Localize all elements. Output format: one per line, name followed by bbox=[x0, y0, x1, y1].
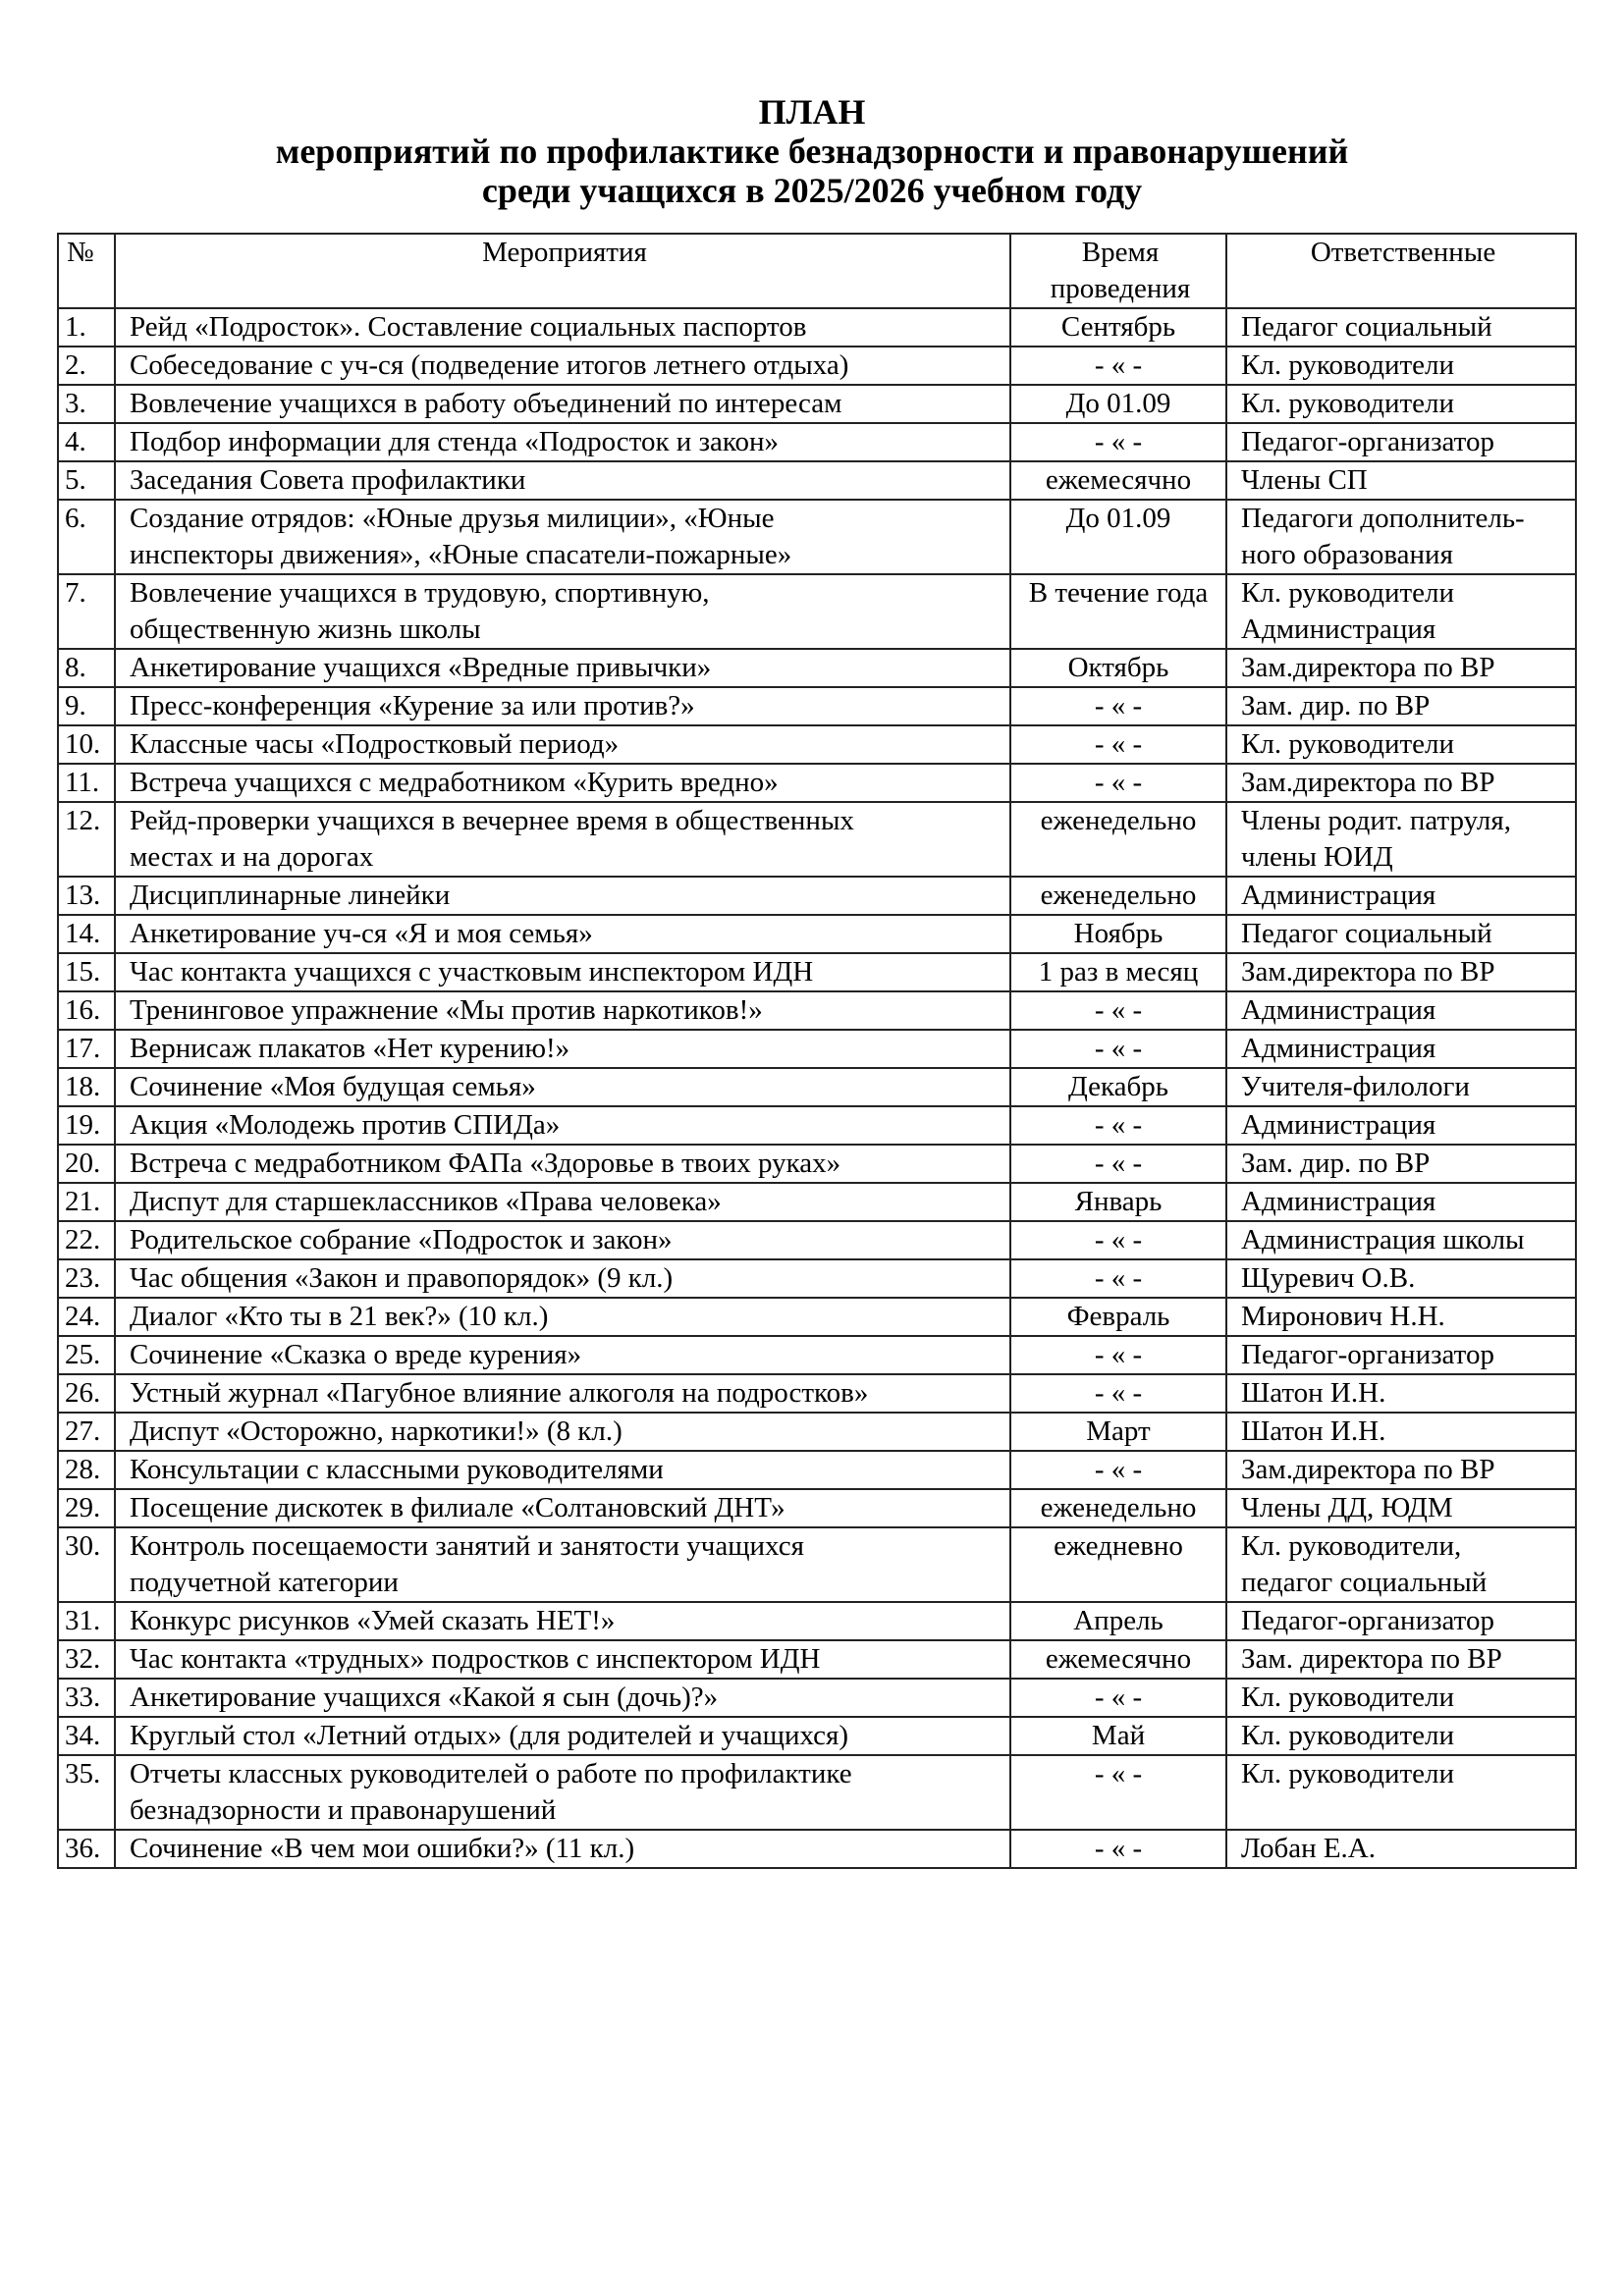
row-event: Конкурс рисунков «Умей сказать НЕТ!» bbox=[115, 1602, 1010, 1640]
table-row bbox=[58, 1527, 1576, 1602]
row-responsible: Кл. руководители Администрация bbox=[1226, 574, 1576, 649]
row-time: ежедневно bbox=[1010, 1527, 1226, 1602]
row-time: Сентябрь bbox=[1010, 308, 1226, 347]
row-event: Родительское собрание «Подросток и закон» bbox=[115, 1221, 1010, 1259]
row-time: - « - bbox=[1010, 1030, 1226, 1068]
row-responsible: Администрация bbox=[1226, 877, 1576, 915]
table-row bbox=[58, 1259, 1576, 1298]
table-row bbox=[58, 423, 1576, 461]
row-number: 32. bbox=[58, 1640, 115, 1679]
row-event: Встреча с медработником ФАПа «Здоровье в твоих руках» bbox=[115, 1145, 1010, 1183]
table-row bbox=[58, 877, 1576, 915]
row-number: 31. bbox=[58, 1602, 115, 1640]
row-number: 8. bbox=[58, 649, 115, 687]
row-number: 1. bbox=[58, 308, 115, 347]
row-responsible: Педагог-организатор bbox=[1226, 1602, 1576, 1640]
table-row bbox=[58, 347, 1576, 385]
row-number: 23. bbox=[58, 1259, 115, 1298]
row-time: ежемесячно bbox=[1010, 1640, 1226, 1679]
table-row bbox=[58, 1717, 1576, 1755]
table-row bbox=[58, 687, 1576, 725]
table-row bbox=[58, 1030, 1576, 1068]
row-responsible: Администрация bbox=[1226, 1106, 1576, 1145]
row-number: 4. bbox=[58, 423, 115, 461]
row-event: Сочинение «Моя будущая семья» bbox=[115, 1068, 1010, 1106]
row-time: До 01.09 bbox=[1010, 500, 1226, 574]
row-number: 14. bbox=[58, 915, 115, 953]
row-event: Анкетирование уч-ся «Я и моя семья» bbox=[115, 915, 1010, 953]
row-time: До 01.09 bbox=[1010, 385, 1226, 423]
row-event: Акция «Молодежь против СПИДа» bbox=[115, 1106, 1010, 1145]
row-event: Классные часы «Подростковый период» bbox=[115, 725, 1010, 764]
title-line-period: среди учащихся в 2025/2026 учебном году bbox=[481, 171, 1143, 210]
row-event: Вовлечение учащихся в трудовую, спортивную, общественную жизнь школы bbox=[115, 574, 1010, 649]
row-responsible: Щуревич О.В. bbox=[1226, 1259, 1576, 1298]
row-event: Подбор информации для стенда «Подросток и закон» bbox=[115, 423, 1010, 461]
row-responsible: Зам.директора по ВР bbox=[1226, 649, 1576, 687]
row-number: 13. bbox=[58, 877, 115, 915]
row-event: Диалог «Кто ты в 21 век?» (10 кл.) bbox=[115, 1298, 1010, 1336]
row-responsible: Администрация школы bbox=[1226, 1221, 1576, 1259]
table-row bbox=[58, 461, 1576, 500]
row-time: - « - bbox=[1010, 1259, 1226, 1298]
row-responsible: Администрация bbox=[1226, 1030, 1576, 1068]
row-responsible: Зам.директора по ВР bbox=[1226, 953, 1576, 991]
row-event: Час общения «Закон и правопорядок» (9 кл.) bbox=[115, 1259, 1010, 1298]
table-row bbox=[58, 953, 1576, 991]
row-time: Декабрь bbox=[1010, 1068, 1226, 1106]
row-time: - « - bbox=[1010, 1755, 1226, 1830]
row-number: 3. bbox=[58, 385, 115, 423]
row-event: Пресс-конференция «Курение за или против?» bbox=[115, 687, 1010, 725]
row-time: еженедельно bbox=[1010, 802, 1226, 877]
row-responsible: Администрация bbox=[1226, 991, 1576, 1030]
table-row bbox=[58, 1374, 1576, 1413]
table-row bbox=[58, 1413, 1576, 1451]
row-number: 29. bbox=[58, 1489, 115, 1527]
row-event: Посещение дискотек в филиале «Солтановский ДНТ» bbox=[115, 1489, 1010, 1527]
row-responsible: Педагог-организатор bbox=[1226, 1336, 1576, 1374]
row-time: Май bbox=[1010, 1717, 1226, 1755]
table-row bbox=[58, 1679, 1576, 1717]
title-line-plan: ПЛАН bbox=[758, 92, 866, 132]
row-number: 12. bbox=[58, 802, 115, 877]
row-event: Рейд «Подросток». Составление социальных паспортов bbox=[115, 308, 1010, 347]
table-row bbox=[58, 574, 1576, 649]
row-number: 27. bbox=[58, 1413, 115, 1451]
header-number: № bbox=[58, 234, 115, 308]
header-event: Мероприятия bbox=[115, 234, 1010, 308]
row-event: Собеседование с уч-ся (подведение итогов летнего отдыха) bbox=[115, 347, 1010, 385]
row-time: - « - bbox=[1010, 764, 1226, 802]
row-event: Анкетирование учащихся «Вредные привычки» bbox=[115, 649, 1010, 687]
row-event: Создание отрядов: «Юные друзья милиции», «Юные инспекторы движения», «Юные спасатели-пожарные» bbox=[115, 500, 1010, 574]
row-number: 21. bbox=[58, 1183, 115, 1221]
row-time: - « - bbox=[1010, 1830, 1226, 1868]
row-responsible: Кл. руководители bbox=[1226, 725, 1576, 764]
row-responsible: Шатон И.Н. bbox=[1226, 1374, 1576, 1413]
row-responsible: Кл. руководители bbox=[1226, 1717, 1576, 1755]
table-body bbox=[58, 308, 1576, 1868]
title-line-subject: мероприятий по профилактике безнадзорности и правонарушений bbox=[275, 132, 1349, 171]
row-responsible: Члены родит. патруля, члены ЮИД bbox=[1226, 802, 1576, 877]
row-event: Рейд-проверки учащихся в вечернее время в общественных местах и на дорогах bbox=[115, 802, 1010, 877]
row-responsible: Зам.директора по ВР bbox=[1226, 764, 1576, 802]
header-responsible: Ответственные bbox=[1226, 234, 1576, 308]
row-time: В течение года bbox=[1010, 574, 1226, 649]
row-responsible: Учителя-филологи bbox=[1226, 1068, 1576, 1106]
row-responsible: Администрация bbox=[1226, 1183, 1576, 1221]
row-number: 10. bbox=[58, 725, 115, 764]
table-row bbox=[58, 1451, 1576, 1489]
table-row bbox=[58, 1640, 1576, 1679]
row-number: 19. bbox=[58, 1106, 115, 1145]
row-responsible: Члены ДД, ЮДМ bbox=[1226, 1489, 1576, 1527]
row-number: 18. bbox=[58, 1068, 115, 1106]
row-responsible: Лобан Е.А. bbox=[1226, 1830, 1576, 1868]
row-number: 24. bbox=[58, 1298, 115, 1336]
row-event: Вовлечение учащихся в работу объединений по интересам bbox=[115, 385, 1010, 423]
row-time: - « - bbox=[1010, 1336, 1226, 1374]
table-row bbox=[58, 764, 1576, 802]
table-row bbox=[58, 915, 1576, 953]
row-number: 16. bbox=[58, 991, 115, 1030]
row-event: Контроль посещаемости занятий и занятости учащихся подучетной категории bbox=[115, 1527, 1010, 1602]
row-number: 7. bbox=[58, 574, 115, 649]
row-number: 26. bbox=[58, 1374, 115, 1413]
row-number: 22. bbox=[58, 1221, 115, 1259]
table-row bbox=[58, 802, 1576, 877]
row-responsible: Кл. руководители bbox=[1226, 385, 1576, 423]
row-responsible: Кл. руководители bbox=[1226, 347, 1576, 385]
row-number: 34. bbox=[58, 1717, 115, 1755]
row-event: Дисциплинарные линейки bbox=[115, 877, 1010, 915]
row-time: Январь bbox=[1010, 1183, 1226, 1221]
table-row bbox=[58, 1298, 1576, 1336]
table-row bbox=[58, 500, 1576, 574]
row-event: Отчеты классных руководителей о работе по профилактике безнадзорности и правонарушений bbox=[115, 1755, 1010, 1830]
row-responsible: Члены СП bbox=[1226, 461, 1576, 500]
row-event: Сочинение «В чем мои ошибки?» (11 кл.) bbox=[115, 1830, 1010, 1868]
row-time: - « - bbox=[1010, 1221, 1226, 1259]
row-responsible: Зам. дир. по ВР bbox=[1226, 687, 1576, 725]
row-time: Ноябрь bbox=[1010, 915, 1226, 953]
row-event: Тренинговое упражнение «Мы против наркотиков!» bbox=[115, 991, 1010, 1030]
row-time: - « - bbox=[1010, 347, 1226, 385]
row-responsible: Шатон И.Н. bbox=[1226, 1413, 1576, 1451]
row-time: Апрель bbox=[1010, 1602, 1226, 1640]
document-title bbox=[0, 92, 1624, 210]
table-row bbox=[58, 308, 1576, 347]
row-event: Диспут «Осторожно, наркотики!» (8 кл.) bbox=[115, 1413, 1010, 1451]
table-row bbox=[58, 1106, 1576, 1145]
row-number: 15. bbox=[58, 953, 115, 991]
row-time: - « - bbox=[1010, 1145, 1226, 1183]
row-event: Сочинение «Сказка о вреде курения» bbox=[115, 1336, 1010, 1374]
row-responsible: Миронович Н.Н. bbox=[1226, 1298, 1576, 1336]
row-time: - « - bbox=[1010, 1106, 1226, 1145]
row-time: еженедельно bbox=[1010, 877, 1226, 915]
row-time: - « - bbox=[1010, 1679, 1226, 1717]
row-time: - « - bbox=[1010, 991, 1226, 1030]
row-responsible: Зам. директора по ВР bbox=[1226, 1640, 1576, 1679]
row-number: 2. bbox=[58, 347, 115, 385]
table-row bbox=[58, 991, 1576, 1030]
row-number: 25. bbox=[58, 1336, 115, 1374]
row-number: 9. bbox=[58, 687, 115, 725]
row-responsible: Кл. руководители bbox=[1226, 1755, 1576, 1830]
row-number: 20. bbox=[58, 1145, 115, 1183]
table-row bbox=[58, 1489, 1576, 1527]
row-event: Встреча учащихся с медработником «Курить вредно» bbox=[115, 764, 1010, 802]
row-responsible: Зам. дир. по ВР bbox=[1226, 1145, 1576, 1183]
row-time: - « - bbox=[1010, 423, 1226, 461]
row-time: - « - bbox=[1010, 725, 1226, 764]
row-responsible: Кл. руководители, педагог социальный bbox=[1226, 1527, 1576, 1602]
row-number: 30. bbox=[58, 1527, 115, 1602]
table-row bbox=[58, 649, 1576, 687]
row-number: 33. bbox=[58, 1679, 115, 1717]
table-row bbox=[58, 1068, 1576, 1106]
row-time: - « - bbox=[1010, 687, 1226, 725]
table-header-row bbox=[58, 234, 1576, 308]
row-time: - « - bbox=[1010, 1374, 1226, 1413]
row-responsible: Зам.директора по ВР bbox=[1226, 1451, 1576, 1489]
plan-table bbox=[57, 233, 1577, 1869]
row-event: Час контакта учащихся с участковым инспектором ИДН bbox=[115, 953, 1010, 991]
row-event: Консультации с классными руководителями bbox=[115, 1451, 1010, 1489]
row-time: 1 раз в месяц bbox=[1010, 953, 1226, 991]
table-row bbox=[58, 1183, 1576, 1221]
table-row bbox=[58, 1145, 1576, 1183]
row-event: Час контакта «трудных» подростков с инспектором ИДН bbox=[115, 1640, 1010, 1679]
row-number: 36. bbox=[58, 1830, 115, 1868]
row-event: Анкетирование учащихся «Какой я сын (дочь)?» bbox=[115, 1679, 1010, 1717]
row-event: Вернисаж плакатов «Нет курению!» bbox=[115, 1030, 1010, 1068]
header-time: Время проведения bbox=[1010, 234, 1226, 308]
row-responsible: Педагоги дополнитель- ного образования bbox=[1226, 500, 1576, 574]
row-number: 28. bbox=[58, 1451, 115, 1489]
row-event: Устный журнал «Пагубное влияние алкоголя на подростков» bbox=[115, 1374, 1010, 1413]
table-row bbox=[58, 1221, 1576, 1259]
row-responsible: Педагог-организатор bbox=[1226, 423, 1576, 461]
table-row bbox=[58, 1336, 1576, 1374]
row-responsible: Педагог социальный bbox=[1226, 308, 1576, 347]
row-time: еженедельно bbox=[1010, 1489, 1226, 1527]
row-time: ежемесячно bbox=[1010, 461, 1226, 500]
row-time: Март bbox=[1010, 1413, 1226, 1451]
table-row bbox=[58, 1755, 1576, 1830]
row-event: Круглый стол «Летний отдых» (для родителей и учащихся) bbox=[115, 1717, 1010, 1755]
table-row bbox=[58, 1602, 1576, 1640]
row-responsible: Педагог социальный bbox=[1226, 915, 1576, 953]
row-number: 35. bbox=[58, 1755, 115, 1830]
row-number: 11. bbox=[58, 764, 115, 802]
row-time: - « - bbox=[1010, 1451, 1226, 1489]
row-time: Февраль bbox=[1010, 1298, 1226, 1336]
row-time: Октябрь bbox=[1010, 649, 1226, 687]
row-event: Диспут для старшеклассников «Права человека» bbox=[115, 1183, 1010, 1221]
row-responsible: Кл. руководители bbox=[1226, 1679, 1576, 1717]
table-row bbox=[58, 725, 1576, 764]
row-number: 5. bbox=[58, 461, 115, 500]
table-row bbox=[58, 1830, 1576, 1868]
row-number: 6. bbox=[58, 500, 115, 574]
row-event: Заседания Совета профилактики bbox=[115, 461, 1010, 500]
row-number: 17. bbox=[58, 1030, 115, 1068]
table-row bbox=[58, 385, 1576, 423]
